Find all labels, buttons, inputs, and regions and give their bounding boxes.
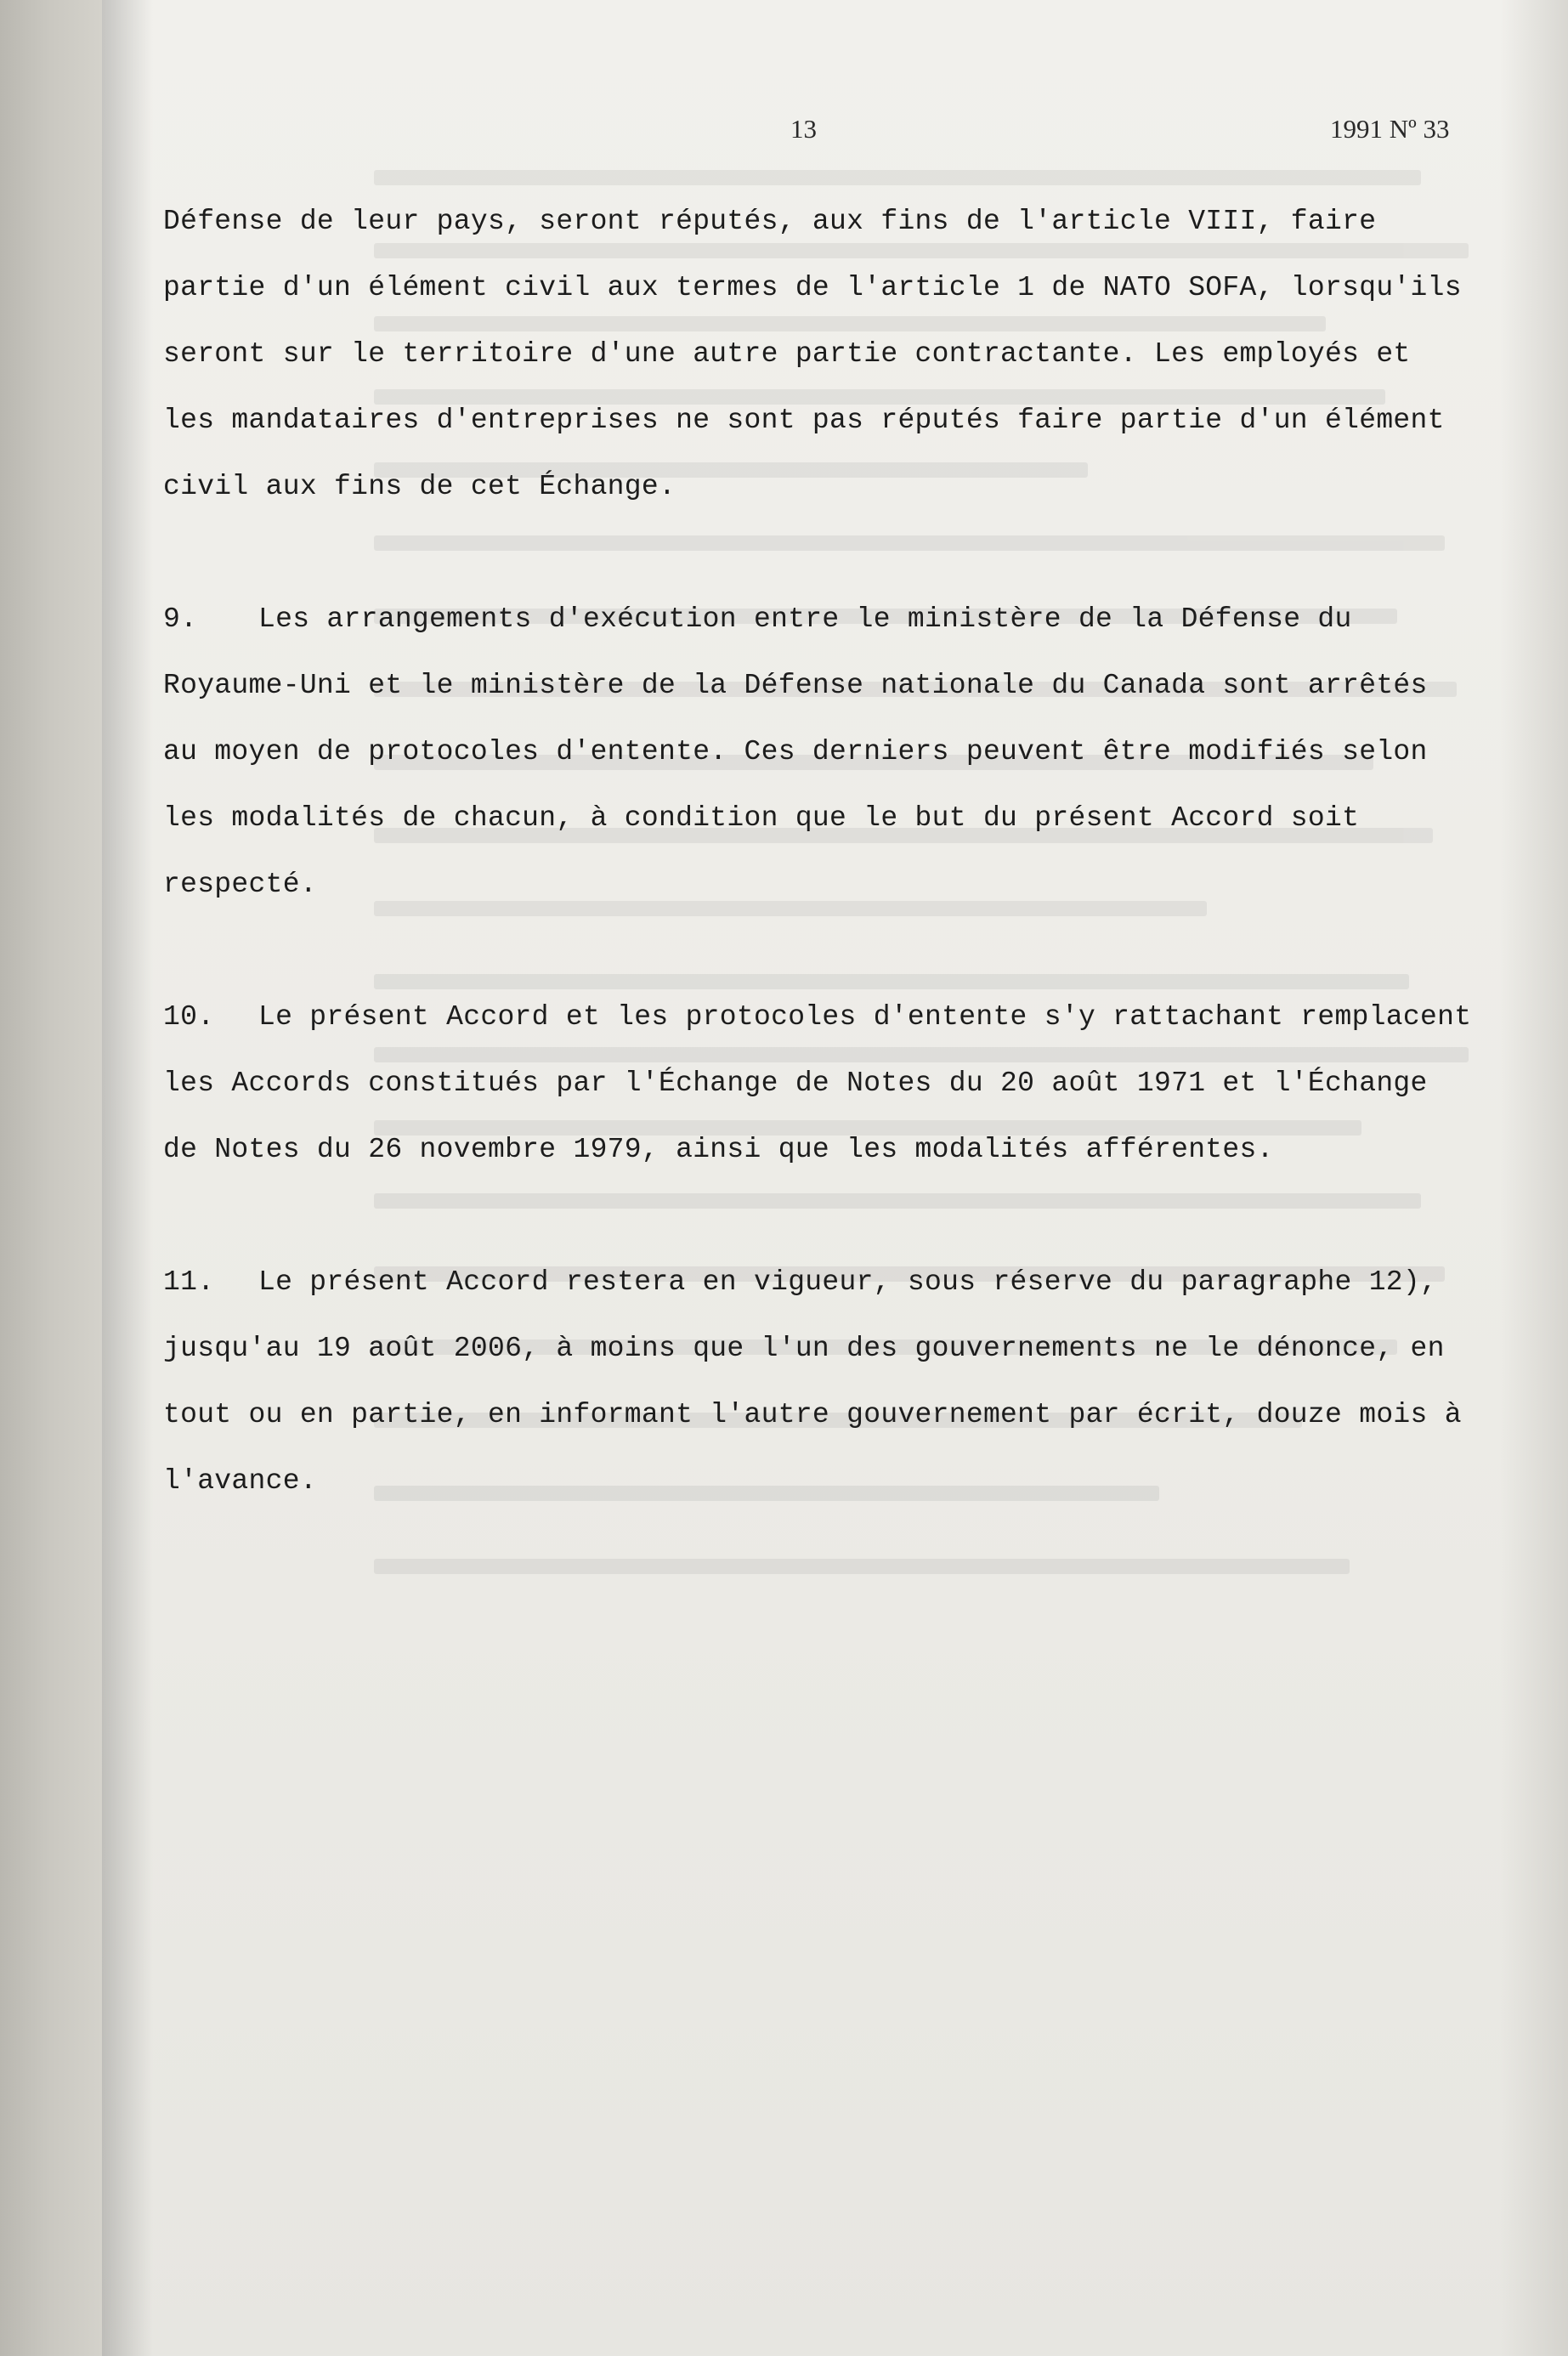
facing-page-edge: [0, 0, 103, 2356]
paragraph-number: 10.: [163, 1001, 215, 1033]
page-number: 13: [790, 114, 817, 144]
page-edge-shadow: [1500, 0, 1568, 2356]
paragraph-10: [163, 984, 1489, 1183]
paragraph-number: 9.: [163, 603, 198, 635]
paragraph-11: [163, 1249, 1479, 1515]
paragraph-text: Le présent Accord et les protocoles d'entente s'y rattachant remplacent les Accords constitués par l'Échange de Notes du 20 août 1971 et l'Échange de Notes du 26 novembre 1979, ainsi que les modalités afférentes.: [163, 1001, 1489, 1165]
paragraph-continuation: [163, 189, 1479, 520]
paragraph-text: Défense de leur pays, seront réputés, aux fins de l'article VIII, faire partie d'un élément civil aux termes de l'article 1 de NATO SOFA, lorsqu'ils seront sur le territoire d'une autre partie contractante. Les employés et les mandataires d'entreprises ne sont pas réputés faire partie d'un élément civil aux fins de cet Échange.: [163, 206, 1479, 502]
document-body: [163, 189, 1489, 1581]
paragraph-text: Les arrangements d'exécution entre le ministère de la Défense du Royaume-Uni et le ministère de la Défense nationale du Canada sont arrêtés au moyen de protocoles d'entente. Ces derniers peuvent être modifiés selon les modalités de chacun, à condition que le but du présent Accord soit respecté.: [163, 603, 1445, 900]
document-reference: 1991 Nº 33: [1330, 114, 1450, 144]
paragraph-text: Le présent Accord restera en vigueur, sous réserve du paragraphe 12), jusqu'au 19 août 2006, à moins que l'un des gouvernements ne le dénonce, en tout ou en partie, en informant l'autre gouvernement par écrit, douze mois à l'avance.: [163, 1266, 1479, 1497]
paragraph-number: 11.: [163, 1266, 215, 1298]
paragraph-9: [163, 586, 1472, 918]
